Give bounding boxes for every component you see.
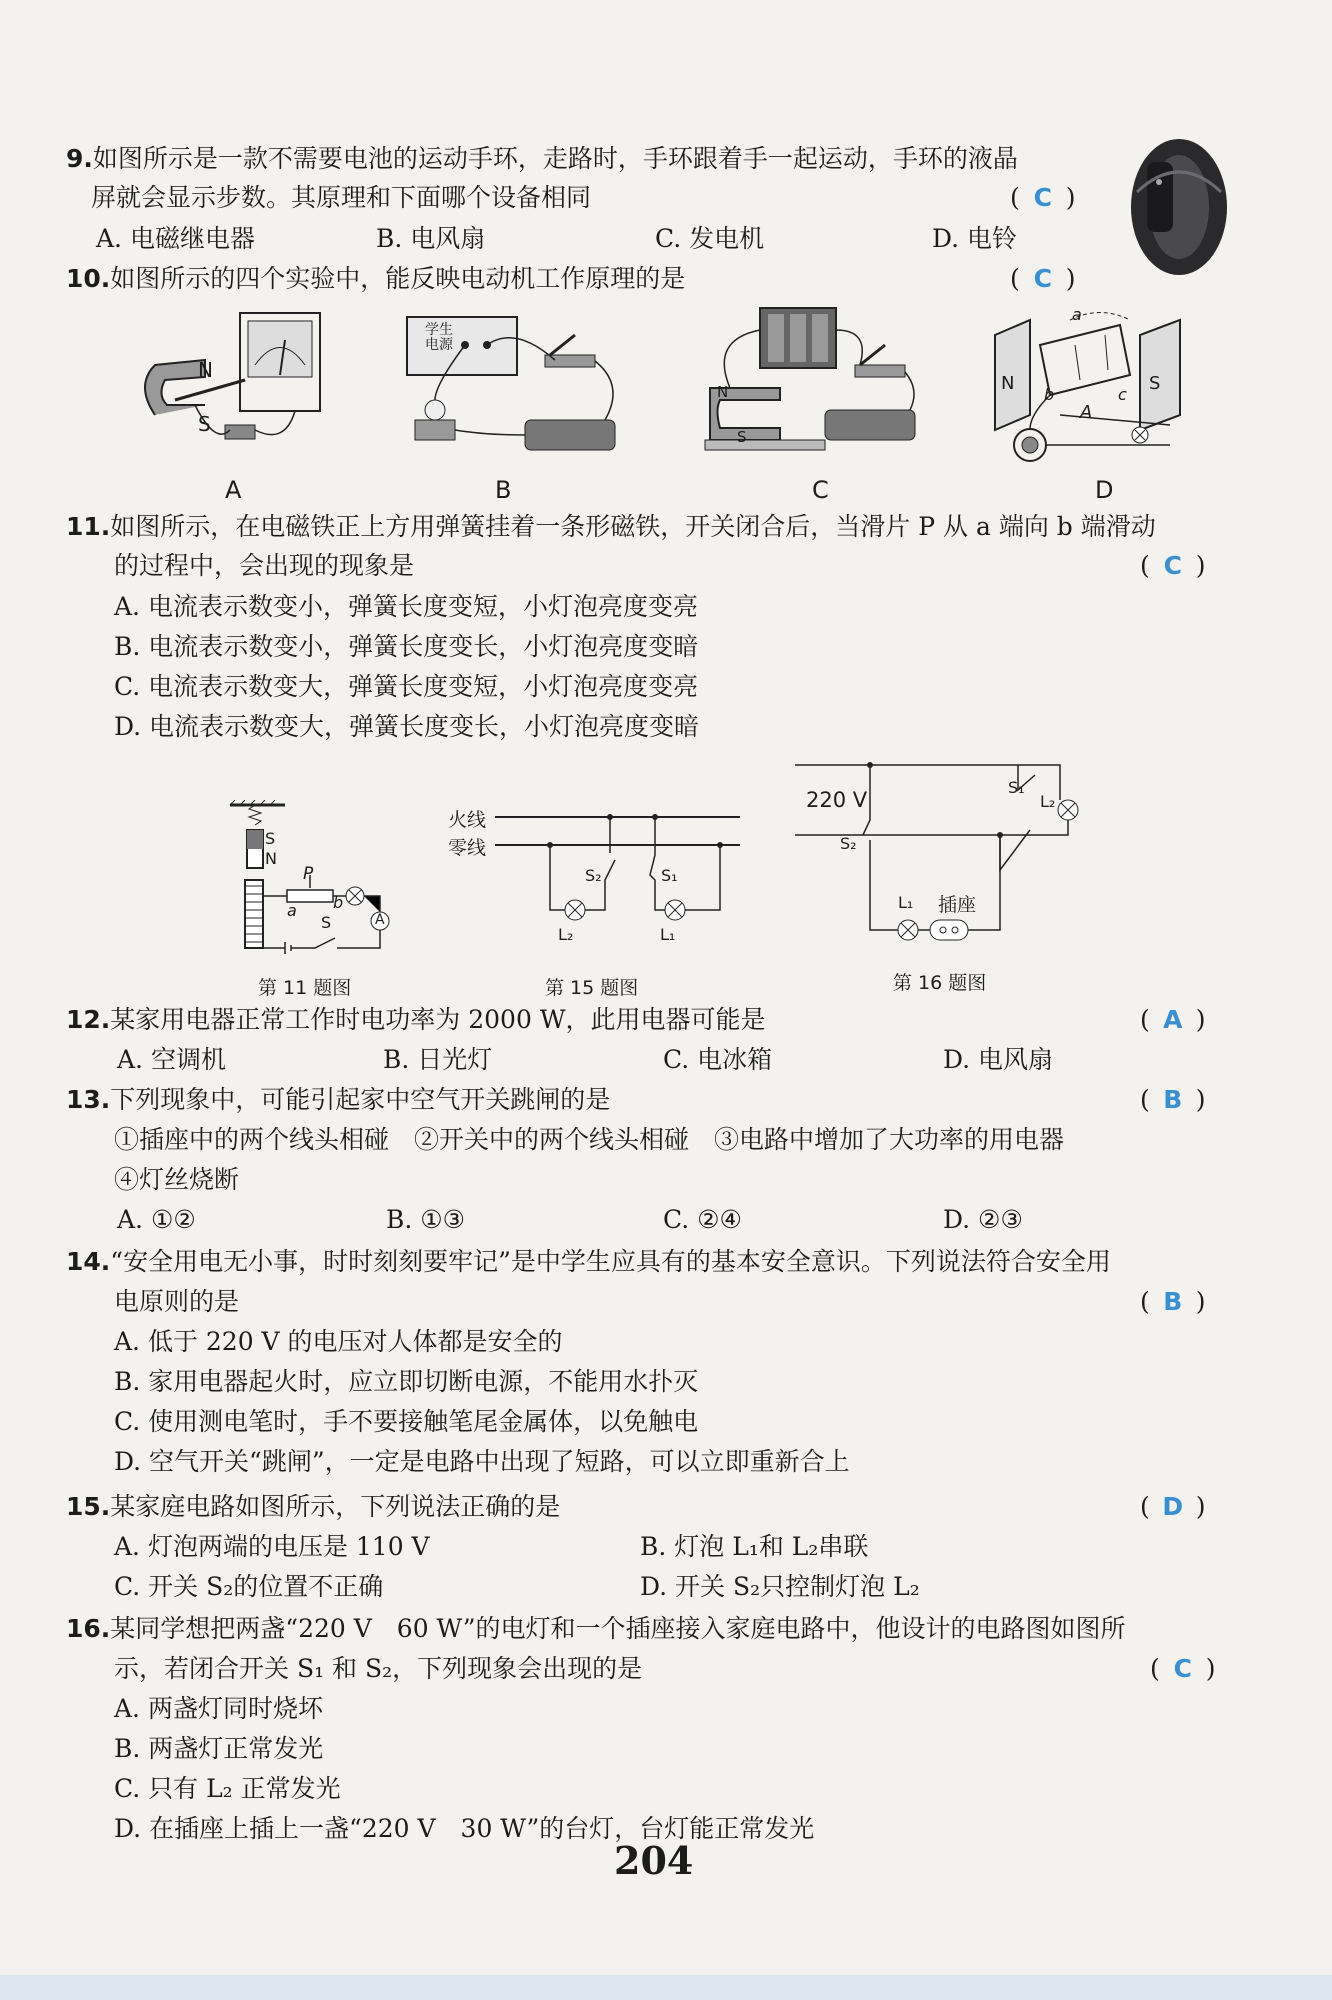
q13-line1 <box>66 1083 610 1117</box>
q11-line2: 的过程中，会出现的现象是 <box>114 551 415 580</box>
q15-answer: ( D ) <box>1140 1492 1206 1521</box>
fig11-ammeter: A <box>375 912 385 928</box>
q9-text1: 如图所示是一款不需要电池的运动手环，走路时，手环跟着手一起运动，手环的液晶 <box>92 144 1018 173</box>
q10-label-a: A <box>225 476 242 504</box>
q9-option-b: B. 电风扇 <box>376 224 486 253</box>
bottom-edge <box>0 1975 1332 2000</box>
q10-number: 10. <box>66 264 111 293</box>
q13-line2: ①插座中的两个线头相碰 ②开关中的两个线头相碰 ③电路中增加了大功率的用电器 <box>114 1125 1065 1154</box>
fig16-s2: S₂ <box>840 834 857 853</box>
fig16-l1: L₁ <box>898 893 914 912</box>
q15-line1 <box>66 1490 560 1524</box>
q11-answer: ( C ) <box>1140 551 1206 580</box>
q14-answer: ( B ) <box>1140 1287 1206 1316</box>
q16-number: 16. <box>66 1614 111 1643</box>
q11-option-d: D. 电流表示数变大，弹簧长度变长，小灯泡亮度变暗 <box>114 712 700 741</box>
q14-number: 14. <box>66 1247 111 1276</box>
q14-line2: 电原则的是 <box>114 1287 240 1316</box>
q15-text1: 某家庭电路如图所示，下列说法正确的是 <box>110 1492 561 1521</box>
q16-option-a: A. 两盏灯同时烧坏 <box>114 1694 323 1723</box>
q10-label-c: C <box>812 476 829 504</box>
q11-option-a: A. 电流表示数变小，弹簧长度变短，小灯泡亮度变亮 <box>114 592 698 621</box>
fig11-p: P <box>303 864 314 884</box>
q13-option-c: C. ②④ <box>663 1205 742 1234</box>
fig15-s1: S₁ <box>661 866 678 885</box>
q14-option-d: D. 空气开关“跳闸”，一定是电路中出现了短路，可以立即重新合上 <box>114 1447 850 1476</box>
q12-option-c: C. 电冰箱 <box>663 1045 773 1074</box>
q13-line3: ④灯丝烧断 <box>114 1165 240 1194</box>
fig16-socket: 插座 <box>938 894 977 916</box>
q12-option-d: D. 电风扇 <box>943 1045 1054 1074</box>
fig15-l2: L₂ <box>558 925 574 944</box>
q9-option-d: D. 电铃 <box>932 224 1018 253</box>
q13-number: 13. <box>66 1085 111 1114</box>
fig15-s2: S₂ <box>585 866 602 885</box>
fig15-neutral-wire: 零线 <box>448 837 487 859</box>
q11-option-c: C. 电流表示数变大，弹簧长度变短，小灯泡亮度变亮 <box>114 672 699 701</box>
fig16-voltage: 220 V <box>806 788 868 812</box>
q10-fig-d-c: c <box>1118 385 1127 404</box>
q11-number: 11. <box>66 512 111 541</box>
q12-text1: 某家用电器正常工作时电功率为 2000 W，此用电器可能是 <box>110 1005 766 1034</box>
q10-label-b: B <box>495 476 512 504</box>
q10-fig-a-n: N <box>198 358 213 382</box>
q10-fig-d-s: S <box>1149 373 1161 394</box>
fig16-l2: L₂ <box>1040 792 1056 811</box>
q16-line2: 示，若闭合开关 S₁ 和 S₂，下列现象会出现的是 <box>114 1654 643 1683</box>
q16-text1: 某同学想把两盏“220 V 60 W”的电灯和一个插座接入家庭电路中，他设计的电路图如图所 <box>110 1614 1126 1643</box>
q10-answer: ( C ) <box>1010 264 1076 293</box>
q10-fig-b-power: 学生电源 <box>425 322 453 353</box>
q16-answer: ( C ) <box>1150 1654 1216 1683</box>
q12-option-a: A. 空调机 <box>117 1045 226 1074</box>
q10-fig-d-n: N <box>1001 373 1015 394</box>
fig15-fire-wire: 火线 <box>448 809 487 831</box>
q11-text1: 如图所示，在电磁铁正上方用弹簧挂着一条形磁铁，开关闭合后，当滑片 P 从 a 端向 b 端滑动 <box>110 512 1156 541</box>
fig11-b: b <box>333 893 344 912</box>
q16-option-d: D. 在插座上插上一盏“220 V 30 W”的台灯，台灯能正常发光 <box>114 1814 815 1843</box>
q15-option-b: B. 灯泡 L₁和 L₂串联 <box>640 1532 869 1561</box>
q13-option-d: D. ②③ <box>943 1205 1023 1234</box>
q16-option-c: C. 只有 L₂ 正常发光 <box>114 1774 341 1803</box>
q9-option-a: A. 电磁继电器 <box>96 224 255 253</box>
fig16-s1: S₁ <box>1008 778 1025 797</box>
q14-line1 <box>66 1245 1111 1279</box>
q10-line1 <box>66 262 685 296</box>
fig11-a: a <box>287 901 297 920</box>
q12-option-b: B. 日光灯 <box>383 1045 493 1074</box>
fitness-band-photo <box>1125 132 1233 282</box>
q16-line1 <box>66 1612 1126 1646</box>
q10-label-d: D <box>1095 476 1114 504</box>
fig15-l1: L₁ <box>660 925 676 944</box>
q9-answer: ( C ) <box>1010 183 1076 212</box>
q9-line1 <box>66 142 1018 176</box>
q13-text1: 下列现象中，可能引起家中空气开关跳闸的是 <box>110 1085 611 1114</box>
q10-fig-c-n: N <box>717 383 729 401</box>
q10-fig-d-a: a <box>1072 305 1082 324</box>
q15-number: 15. <box>66 1492 111 1521</box>
q10-text1: 如图所示的四个实验中，能反映电动机工作原理的是 <box>110 264 686 293</box>
q10-fig-d-A: A <box>1080 402 1093 423</box>
q14-text1: “安全用电无小事，时时刻刻要牢记”是中学生应具有的基本安全意识。下列说法符合安全用 <box>110 1247 1111 1276</box>
q9-number: 9. <box>66 144 93 173</box>
q14-option-a: A. 低于 220 V 的电压对人体都是安全的 <box>114 1327 563 1356</box>
q13-option-b: B. ①③ <box>386 1205 466 1234</box>
q13-option-a: A. ①② <box>117 1205 196 1234</box>
q15-option-c: C. 开关 S₂的位置不正确 <box>114 1572 384 1601</box>
fig11-caption: 第 11 题图 <box>258 977 352 999</box>
q12-number: 12. <box>66 1005 111 1034</box>
q10-fig-d-b: b <box>1044 385 1055 404</box>
fig16-caption: 第 16 题图 <box>893 972 987 994</box>
fig15-caption: 第 15 题图 <box>545 977 639 999</box>
q16-option-b: B. 两盏灯正常发光 <box>114 1734 324 1763</box>
q15-option-d: D. 开关 S₂只控制灯泡 L₂ <box>640 1572 920 1601</box>
q12-line1 <box>66 1003 766 1037</box>
q10-fig-a <box>135 305 325 465</box>
q12-answer: ( A ) <box>1140 1005 1206 1034</box>
q14-option-c: C. 使用测电笔时，手不要接触笔尾金属体，以免触电 <box>114 1407 699 1436</box>
q9-line2: 屏就会显示步数。其原理和下面哪个设备相同 <box>91 183 592 212</box>
fig11-s-pole: S <box>265 829 276 848</box>
page-number: 204 <box>614 1838 694 1883</box>
fig11-n-pole: N <box>265 849 277 868</box>
fig11-switch-s: S <box>321 913 332 932</box>
q13-answer: ( B ) <box>1140 1085 1206 1114</box>
q15-option-a: A. 灯泡两端的电压是 110 V <box>114 1532 430 1561</box>
q11-option-b: B. 电流表示数变小，弹簧长度变长，小灯泡亮度变暗 <box>114 632 699 661</box>
q14-option-b: B. 家用电器起火时，应立即切断电源，不能用水扑灭 <box>114 1367 699 1396</box>
q10-fig-a-s: S <box>198 412 211 436</box>
q11-line1 <box>66 510 1156 544</box>
q10-fig-c-s: S <box>737 428 747 446</box>
q9-option-c: C. 发电机 <box>655 224 765 253</box>
fig15-circuit <box>490 805 750 955</box>
